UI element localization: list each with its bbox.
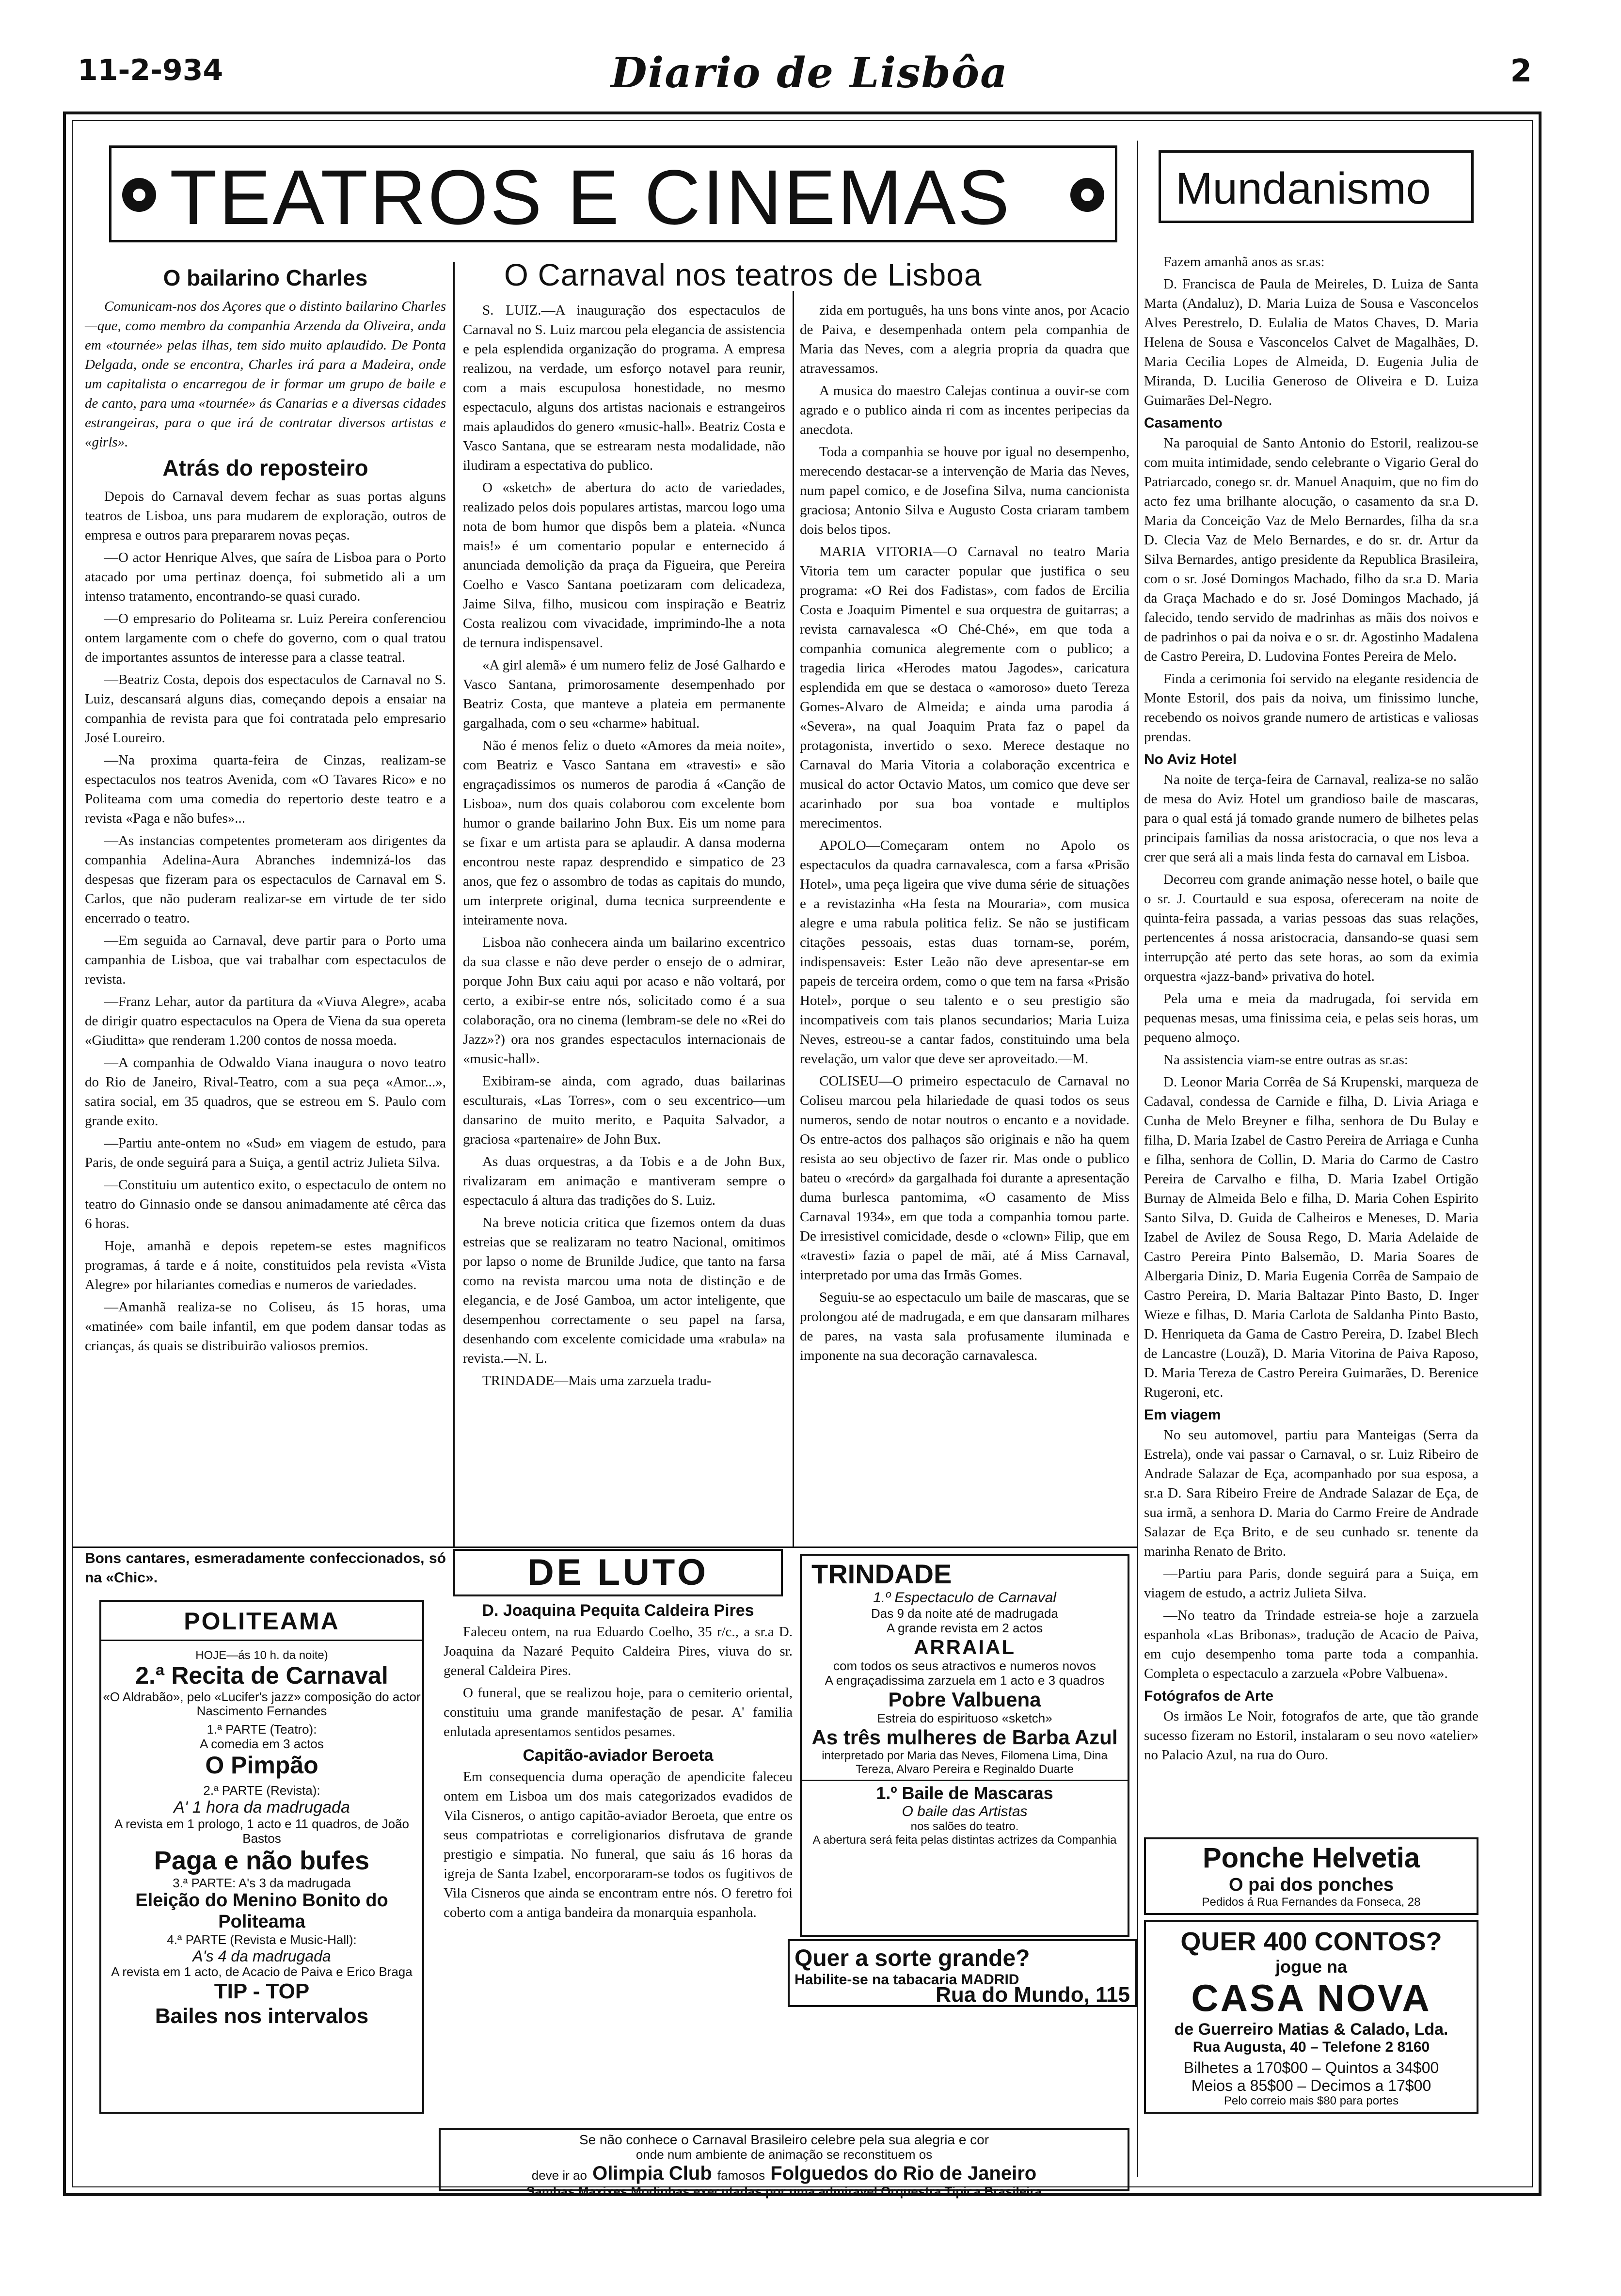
paragraph: Exibiram-se ainda, com agrado, duas bailarinas esculturais, «Las Torres», com o seu excentrico—um dansarino de muito merito, e Paquita Salvador, a graciosa «partenaire» de John Bux. <box>463 1073 785 1147</box>
paragraph: A musica do maestro Calejas continua a ouvir-se com agrado e o publico ainda ri com as incentes peripecias da anecdota. <box>800 383 1129 437</box>
olimpia-line: onde num ambiente de animação se reconstituem os <box>636 2147 933 2162</box>
ponche-ad <box>1144 1837 1478 1915</box>
headline-charles: O bailarino Charles <box>163 265 368 290</box>
subhead-viagem: Em viagem <box>1144 1407 1221 1423</box>
politeama-line: A' 1 hora da madrugada <box>174 1798 350 1817</box>
trindade-line: A engraçadissima zarzuela em 1 acto e 3 quadros <box>825 1673 1105 1688</box>
casa-nova-ad <box>1144 1920 1478 2114</box>
casa-nova-line: jogue na <box>1275 1957 1347 1977</box>
politeama-line: HOJE—ás 10 h. da noite) <box>195 1648 328 1662</box>
headline-reposteiro: Atrás do reposteiro <box>162 455 368 480</box>
trindade-line: Pobre Valbuena <box>888 1688 1041 1711</box>
trindade-line: ARRAIAL <box>914 1635 1016 1658</box>
luto-name: Capitão-aviador Beroeta <box>523 1746 714 1765</box>
paragraph: Na noite de terça-feira de Carnaval, realiza-se no salão de mesa do Aviz Hotel um grandioso baile de mascaras, para o qual está já tomado grande numero de bilhetes pelas principais familias da nossa aristocracia, o que nos leva a crer que será ali a mais linda festa do carnaval em Lisboa. <box>1144 772 1478 865</box>
column-rule <box>1137 141 1138 2177</box>
mundanismo-banner <box>1159 150 1474 223</box>
paragraph: —Beatriz Costa, depois dos espectaculos de Carnaval no S. Luiz, descansará alguns dias, começando depois a ensaiar na companhia de revista para que foi contratada pelo empresario José Loureiro. <box>85 672 446 746</box>
casa-nova-line: QUER 400 CONTOS? <box>1180 1927 1442 1956</box>
luto-title: DE LUTO <box>453 1549 783 1596</box>
paragraph: —O empresario do Politeama sr. Luiz Pereira conferenciou ontem largamente com o chefe do governo, com o qual tratou de importantes assuntos de interesse para a classe teatral. <box>85 611 446 665</box>
horizontal-rule <box>73 1547 1137 1548</box>
column-1 <box>85 262 446 1542</box>
casa-nova-line: Meios a 85$00 – Decimos a 17$00 <box>1191 2076 1431 2094</box>
casa-nova-line: de Guerreiro Matias & Calado, Lda. <box>1174 2020 1448 2039</box>
paragraph: MARIA VITORIA—O Carnaval no teatro Maria Vitoria tem um caracter popular que justifica o seu programa: «O Rei dos Fadistas», com fados de Ercilia Costa e Joaquim Pimentel e sua orquestra de guitarras; a revista carnavalesca «O Ché-Ché», em que toda a companhia comunica alegremente com o publico; a tragedia lirica «Herodes matou Jagodes», caricatura esplendida em que se destaca o «amoroso» dueto Tereza Gomes-Alvaro de Almeida; e ainda uma parodia á «Severa», na qual Joaquim Prata faz o papel da protagonista, invertido o sexo. Merece destaque no Carnaval do Maria Vitoria a colaboração excentrica e musical do actor Octavio Matos, um comico que deve ser acarinhado por sua boa vontade e multiplos merecimentos. <box>800 544 1129 831</box>
paragraph: —As instancias competentes prometeram aos dirigentes da companhia Adelina-Aura Abranches indemnizá-los das despesas que fizeram para os espectaculos de Carnaval em S. Carlos, que não puderam realizar-se em virtude de ter sido encerrado o teatro. <box>85 833 446 926</box>
olimpia-line: Folguedos do Rio de Janeiro <box>770 2163 1037 2184</box>
trindade-line: nos salões do teatro. <box>910 1820 1019 1834</box>
trindade-line: A grande revista em 2 actos <box>886 1620 1043 1635</box>
trindade-line: As três mulheres de Barba Azul <box>811 1725 1118 1749</box>
casa-nova-line: CASA NOVA <box>1191 1977 1431 2020</box>
politeama-line: «O Aldrabão», pelo «Lucifer's jazz» composição do actor Nascimento Fernandes <box>103 1689 421 1719</box>
sorte-grande-ad <box>788 1939 1137 2007</box>
page-number: 2 <box>1510 53 1532 89</box>
ponche-line: Ponche Helvetia <box>1202 1842 1420 1874</box>
paragraph: O funeral, que se realizou hoje, para o cemiterio oriental, constituiu uma grande manifestação de pesar. A' familia enlutada apresentamos sentidos pesames. <box>444 1685 793 1739</box>
paragraph: Pela uma e meia da madrugada, foi servida em pequenas mesas, uma finissima ceia, e pelas seis horas, um pequeno almoço. <box>1144 991 1478 1045</box>
ponche-line: O pai dos ponches <box>1229 1874 1394 1895</box>
politeama-line: O Pimpão <box>205 1752 318 1779</box>
olimpia-line: Sambas Maxixes Modinhas executadas por uma admiravel Orquestra Tipica Brasileira <box>526 2184 1042 2199</box>
paragraph: Toda a companhia se houve por igual no desempenho, merecendo destacar-se a intervenção de Maria das Neves, num papel comico, e de Josefina Silva, numa cancionista graciosa; Antonio Silva e Augusto Costa criaram tambem dois belos tipos. <box>800 444 1129 537</box>
section-banner <box>109 145 1117 242</box>
paragraph: —Em seguida ao Carnaval, deve partir para o Porto uma campanhia de Lisboa, que vai trabalhar com espectaculos de revista. <box>85 933 446 987</box>
politeama-ad <box>99 1600 424 2114</box>
politeama-line: 3.ª PARTE: A's 3 da madrugada <box>173 1875 351 1890</box>
paragraph: Na paroquial de Santo Antonio do Estoril, realizou-se com muita intimidade, sendo celebrante o Vigario Geral do Patriarcado, conego sr. dr. Manuel Anaquim, que no fim do acto fez uma brilhante alocução, o casamento da sr.a D. Maria da Conceição Vaz de Melo Bernardes, filha da sr.a D. Clecia Vaz de Melo Bernardes, e do sr. dr. Artur da Silva Bernardes, antigo presidente da Republica Brasileira, com o sr. José Domingos Machado, filho da sr.a D. Maria da Graça Machado e do sr. José Domingos Machado, já falecido, tendo servido de madrinhas as mãis dos noivos e de padrinhos o pai da noiva e o sr. dr. Agostinho Madalena de Castro Pereira, D. Ludovina Fontes Pereira de Melo. <box>1144 435 1478 664</box>
casa-nova-line: Pelo correio mais $80 para portes <box>1224 2094 1399 2108</box>
paragraph: —Partiu para Paris, donde seguirá para a Suiça, em viagem de estudo, a actriz Julieta Silva. <box>1144 1566 1478 1601</box>
paragraph: As duas orquestras, a da Tobis e a de John Bux, rivalizaram em animação e mantiveram sempre o espectaculo á altura das tradições do S. Luiz. <box>463 1154 785 1208</box>
olimpia-line: deve ir ao <box>531 2168 587 2183</box>
paragraph: Depois do Carnaval devem fechar as suas portas alguns teatros de Lisboa, uns para mudarem de exploração, outros de empresa e outros para prepararem novas peças. <box>85 489 446 543</box>
sorte-line: Rua do Mundo, 115 <box>936 1983 1130 2007</box>
issue-date: 11-2-934 <box>78 53 223 87</box>
trindade-line: com todos os seus atractivos e numeros novos <box>833 1658 1096 1673</box>
olimpia-line: Se não conhece o Carnaval Brasileiro celebre pela sua alegria e cor <box>579 2132 989 2147</box>
column-3 <box>800 301 1129 1542</box>
paragraph: Na breve noticia critica que fizemos ontem da duas estreias que se realizaram no teatro Nacional, omitimos por lapso o nome de Brunilde Judice, que tanto na farsa como na revista marcou uma nota de distinção e de elegancia, e de José Gamboa, um actor inteligente, que desempenhou correctamente o seu papel na farsa, desenhando com excelente comicidade uma «rabula» na revista.—N. L. <box>463 1215 785 1366</box>
paragraph: —Franz Lehar, autor da partitura da «Viuva Alegre», acaba de dirigir quatro espectaculos na Opera de Viena da sua opereta «Giuditta» que renderam 1.200 contos de nossa moeda. <box>85 994 446 1048</box>
trindade-line: O baile das Artistas <box>902 1803 1028 1819</box>
newspaper-title: Diario de Lisbôa <box>611 48 1008 97</box>
chic-ad <box>85 1549 446 1593</box>
column-4 <box>1144 252 1478 1833</box>
politeama-line: Paga e não bufes <box>154 1846 370 1876</box>
column-rule <box>453 262 455 1547</box>
trindade-line: Estreia do espirituoso «sketch» <box>877 1711 1052 1726</box>
paragraph: zida em português, ha uns bons vinte anos, por Acacio de Paiva, e desempenhada ontem pela companhia de Maria das Neves, com a alegria propria da quadra que atravessamos. <box>800 303 1129 376</box>
bullet-icon <box>1070 178 1104 212</box>
subhead-fotografos: Fotógrafos de Arte <box>1144 1688 1274 1704</box>
paragraph: COLISEU—O primeiro espectaculo de Carnaval no Coliseu marcou pela hilariedade de quasi todos os seus numeros, sendo de notar noutros o encanto e a novidade. Os entre-actos dos palhaços são originais e não ha quem resista ao seu objectivo de fazer rir. Mas onde o publico bateu o «recórd» da gargalhada foi durante a apresentação duma burlesca pantomima, «O casamento de Miss Carnaval 1934», em que toda a companhia tomou parte. De irresistivel comicidade, desde o «clown» Filip, que em «travesti» fazia o papel de mãi, até á Miss Carnaval, interpretado por uma das Irmãs Gomes. <box>800 1073 1129 1283</box>
sorte-line: Habilite-se na tabacaria MADRID <box>795 1972 1019 1988</box>
headline-carnaval: O Carnaval nos teatros de Lisboa <box>504 257 982 292</box>
paragraph: Em consequencia duma operação de apendicite faleceu ontem em Lisboa um dos mais categorizados evadidos de Vila Cisneros, o antigo capitão-aviador Beroeta, que entre os seus compatriotas e correligionarios disfrutava de grande prestigio e simpatia. No funeral, que saiu ás 16 horas da igreja de Santa Izabel, encorporaram-se todos os fugitivos de Vila Cisneros que ainda se encontram entre nós. O feretro foi coberto com a antiga bandeira da monarquia espanhola. <box>444 1769 793 1920</box>
trindade-line: 1.º Baile de Mascaras <box>802 1780 1128 1803</box>
casa-nova-line: Rua Augusta, 40 – Telefone 2 8160 <box>1192 2039 1430 2056</box>
paragraph: D. Leonor Maria Corrêa de Sá Krupenski, marqueza de Cadaval, condessa de Carnide e filha, D. Livia Ariaga e Cunha de Melo Breyner e filha, senhora de Du Bulay e filha, D. Maria Izabel de Castro Pereira de Arriaga e Cunha e filha, senhora de Collin, D. Maria do Carmo de Castro Pereira de Carvalho e filha, D. Maria Izabel Ortigão Burnay de Almeida Belo e filha, D. Maria Cohen Espirito Santo Silva, D. Guida de Calheiros e Meneses, D. Maria Izabel de Avilez de Sousa Rego, D. Maria Adelaide de Castro Pereira Pinto Balsemão, D. Maria Soares de Albergaria Diniz, D. Maria Eugenia Corrêa de Sampaio de Castro Pereira, D. Maria Baltazar Pinto Basto, D. Inger Wieze e filhas, D. Maria Carlota de Saldanha Pinto Basto, D. Henriqueta da Gama de Castro Pereira, D. Izabel Blech de Lancastre (Louzã), D. Maria Vitorina de Paiva Raposo, D. Maria Tereza de Castro Pereira Guimarães, D. Berenice Rugeroni, etc. <box>1144 1074 1478 1400</box>
olimpia-line: famosos <box>717 2168 765 2183</box>
politeama-title: POLITEAMA <box>101 1608 422 1641</box>
trindade-ad <box>800 1554 1129 1937</box>
paragraph: Finda a cerimonia foi servido na elegante residencia de Monte Estoril, dos pais da noiva, um finissimo lunche, recebendo os noivos grande numero de artisticas e valiosas prendas. <box>1144 671 1478 745</box>
paragraph: O «sketch» de abertura do acto de variedades, realizado pelos dois populares artistas, marcou logo uma nota de bom humor que dispôs bem a plateia. «Nunca mais!» é um comentario popular e enternecido á anunciada demolição da praça da Figueira, que Pereira Coelho e Vasco Santana poetizaram com delicadeza, Jaime Silva, filho, musicou com inspiração e Beatriz Costa realizou com vivacidade, imprimindo-lhe a nota de ternura indispensavel. <box>463 480 785 651</box>
paragraph: Lisboa não conhecera ainda um bailarino excentrico da sua classe e não deve perder o ensejo de o admirar, porque John Bux caiu aqui por acaso e não voltará, por certo, a exibir-se entre nós, solicitado como é a sua colaboração, ora no cinema (lembram-se dele no «Rei do Jazz»?) ora nos grandes espectaculos internacionais de «music-hall». <box>463 935 785 1067</box>
chic-ad-text: Bons cantares, esmeradamente confeccionados, só na «Chic». <box>85 1550 446 1586</box>
paragraph: —Constituiu um autentico exito, o espectaculo de ontem no teatro do Ginnasio onde se dansou animadamente até cêrca das 6 horas. <box>85 1177 446 1231</box>
paragraph: —Na proxima quarta-feira de Cinzas, realizam-se espectaculos nos teatros Avenida, com «O Tavares Rico» e no Politeama com uma comedia do repertorio deste teatro e a revista «Paga e não bufes»... <box>85 752 446 826</box>
politeama-line: 4.ª PARTE (Revista e Music-Hall): <box>167 1932 357 1947</box>
olimpia-name: Olimpia Club <box>592 2163 712 2184</box>
paragraph: TRINDADE—Mais uma zarzuela tradu- <box>482 1373 712 1388</box>
bullet-icon <box>122 178 156 212</box>
column-rule <box>793 291 794 1547</box>
politeama-line: A comedia em 3 actos <box>200 1737 324 1752</box>
paragraph: D. Francisca de Paula de Meireles, D. Luiza de Santa Marta (Andaluz), D. Maria Luiza de Sousa e Vasconcelos Alves Perestrelo, D. Eulalia de Matos Chaves, D. Maria Helena de Sousa e Vasconcelos Calvet de Magalhães, D. Maria Cecilia Lopes de Almeida, D. Eugenia Julia de Miranda, D. Lucilia Generoso de Oliveira e D. Luiza Guimarães Del-Negro. <box>1144 276 1478 408</box>
paragraph: Faleceu ontem, na rua Eduardo Coelho, 35 r/c., a sr.a D. Joaquina da Nazaré Pequito Caldeira Pires, viuva do sr. general Caldeira Pires. <box>444 1624 793 1678</box>
politeama-line: Bailes nos intervalos <box>155 2004 369 2028</box>
masthead <box>78 48 1532 107</box>
paragraph: Seguiu-se ao espectaculo um baile de mascaras, que se prolongou até de madrugada, e em que dansaram milhares de pares, na vasta sala profusamente iluminada e imponente na sua decoração carnavalesca. <box>800 1290 1129 1363</box>
subhead-aviz: No Aviz Hotel <box>1144 751 1237 767</box>
paragraph: —A companhia de Odwaldo Viana inaugura o novo teatro do Rio de Janeiro, Rival-Teatro, com a sua peça «Amor...», satira social, em 35 quadros, que se estreou em S. Paulo com grande exito. <box>85 1055 446 1129</box>
trindade-line: interpretado por Maria das Neves, Filomena Lima, Dina Tereza, Alvaro Pereira e Reginaldo Duarte <box>822 1749 1108 1776</box>
subhead-casamento: Casamento <box>1144 415 1223 431</box>
politeama-line: 2.ª PARTE (Revista): <box>203 1783 320 1798</box>
paragraph: Fazem amanhã anos as sr.as: <box>1163 254 1325 270</box>
trindade-line: Das 9 da noite até de madrugada <box>871 1606 1058 1621</box>
paragraph: Os irmãos Le Noir, fotografos de arte, que tão grande sucesso fizeram no Estoril, instalaram o seu novo «atelier» no Palacio Azul, na rua do Ouro. <box>1144 1708 1478 1763</box>
mundanismo-title: Mundanismo <box>1176 164 1431 213</box>
paragraph: Hoje, amanhã e depois repetem-se estes magnificos programas, á tarde e á noite, constituidos pela revista «Vista Alegre» por hilariantes comedias e numeros de variedades. <box>85 1238 446 1292</box>
paragraph: «A girl alemã» é um numero feliz de José Galhardo e Vasco Santana, primorosamente desempenhado por Beatriz Costa, que manteve a plateia em permanente gargalhada, com o seu «charme» habitual. <box>463 657 785 731</box>
sorte-line: Quer a sorte grande? <box>795 1945 1030 1971</box>
lead-paragraph: Comunicam-nos dos Açores que o distinto bailarino Charles—que, como membro da companhia Arzenda da Oliveira, anda em «tournée» pelas ilhas, tem sido muito aplaudido. De Ponta Delgada, onde se encontra, Charles irá para a Madeira, onde um capitalista o encarregou de ir formar um grupo de baile e de canto, para uma «tournée» ás Canarias e a diversas cidades estrangeiras, para o que irá de contratar diversos artistas e «girls». <box>85 299 446 450</box>
paragraph: APOLO—Começaram ontem no Apolo os espectaculos da quadra carnavalesca, com a farsa «Prisão Hotel», uma peça ligeira que vive duma série de situações e a revistazinha «Ha festa na Mouraria», com musica alegre e uma rabula politica feliz. Se não se justificam citações pessoais, estas duas tornam-se, porém, indispensaveis: Ester Leão não deve apresentar-se em papeis de terceira ordem, como o que tem na farsa «Prisão Hotel», porque o seu talento e o seu prestigio são incompativeis com tais planos secundarios; Maria Luiza Neves, estreou-se a cantar fados, constituindo uma bela revelação, um valor que deve ser aproveitado.—M. <box>800 838 1129 1067</box>
politeama-line: Eleição do Menino Bonito do Politeama <box>135 1890 388 1932</box>
politeama-line: TIP - TOP <box>214 1979 310 2004</box>
paragraph: Na assistencia viam-se entre outras as sr.as: <box>1163 1052 1408 1068</box>
politeama-line: A revista em 1 prologo, 1 acto e 11 quadros, de João Bastos <box>114 1816 410 1846</box>
olimpia-ad <box>439 2128 1129 2199</box>
paragraph: —O actor Henrique Alves, que saíra de Lisboa para o Porto atacado por uma pertinaz doença, foi submetido ali a um intenso tratamento, encontrando-se quasi curado. <box>85 550 446 604</box>
politeama-line: A revista em 1 acto, de Acacio de Paiva e Erico Braga <box>111 1964 413 1979</box>
politeama-line: 2.ª Recita de Carnaval <box>135 1662 388 1690</box>
paragraph: Não é menos feliz o dueto «Amores da meia noite», com Beatriz e Vasco Santana em «travesti» e são engraçadissimos os numeros de parodia á «Canção de Lisboa», num dos quais colaborou com excelente bom humor o grande bailarino John Bux. Eis um nome para se fixar e um artista para se aplaudir. A dansa moderna encontrou neste rapaz desprendido e simpatico de 23 anos, que fez o assombro de todas as capitais do mundo, um interprete original, duma tecnica surpreendente e inteiramente nova. <box>463 738 785 928</box>
paragraph: —Partiu ante-ontem no «Sud» em viagem de estudo, para Paris, de onde seguirá para a Suiça, a gentil actriz Julieta Silva. <box>85 1135 446 1170</box>
trindade-line: A abertura será feita pelas distintas actrizes da Companhia <box>812 1833 1117 1847</box>
luto-name: D. Joaquina Pequita Caldeira Pires <box>482 1601 754 1620</box>
luto-section <box>444 1549 793 2121</box>
paragraph: —No teatro da Trindade estreia-se hoje a zarzuela espanhola «Las Bribonas», tradução de Acacio de Paiva, em cujo desempenho toma parte toda a companhia. Completa o espectaculo a zarzuela «Pobre Valbuena». <box>1144 1608 1478 1681</box>
politeama-line: A's 4 da madrugada <box>192 1947 331 1965</box>
section-title: TEATROS E CINEMAS <box>170 154 1012 240</box>
politeama-line: 1.ª PARTE (Teatro): <box>207 1722 317 1737</box>
trindade-title: TRINDADE <box>811 1559 952 1589</box>
paragraph: —Amanhã realiza-se no Coliseu, ás 15 horas, uma «matinée» com baile infantil, em que podem dansar todas as crianças, ás quais se distribuirão valiosos premios. <box>85 1299 446 1354</box>
paragraph: Decorreu com grande animação nesse hotel, o baile que o sr. J. Courtauld e sua esposa, ofereceram na noite de quinta-feira passada, a varias pessoas das suas relações, pertencentes á nossa aristocracia, dansando-se quasi sem interrupção até perto das sete horas, ao som da eximia orquestra «jazz-band» privativa do hotel. <box>1144 872 1478 984</box>
ponche-line: Pedidos á Rua Fernandes da Fonseca, 28 <box>1202 1896 1421 1909</box>
trindade-line: 1.º Espectaculo de Carnaval <box>873 1590 1056 1606</box>
casa-nova-line: Bilhetes a 170$00 – Quintos a 34$00 <box>1183 2058 1439 2076</box>
paragraph: No seu automovel, partiu para Manteigas (Serra da Estrela), onde vai passar o Carnaval, o sr. Luiz Ribeiro de Andrade Salazar de Eça, acompanhado por sua esposa, a sr.a D. Sara Ribeiro Freire de Andrade Salazar de Eça, de sua irmã, a senhora D. Maria do Carmo Freire de Andrade Salazar de Eça Brito, e de seu cunhado sr. tenente da marinha Renato de Brito. <box>1144 1427 1478 1559</box>
paragraph: S. LUIZ.—A inauguração dos espectaculos de Carnaval no S. Luiz marcou pela elegancia de assistencia e pela esplendida organização do programa. A empresa realizou, na verdade, um esforço notavel para reunir, com a mais escupulosa honestidade, no mesmo espectaculo, alguns dos artistas nacionais e estrangeiros mais aplaudidos do genero «music-hall». Beatriz Costa e Vasco Santana, que se estrearam nesta modalidade, não iludiram a espectativa do publico. <box>463 303 785 473</box>
